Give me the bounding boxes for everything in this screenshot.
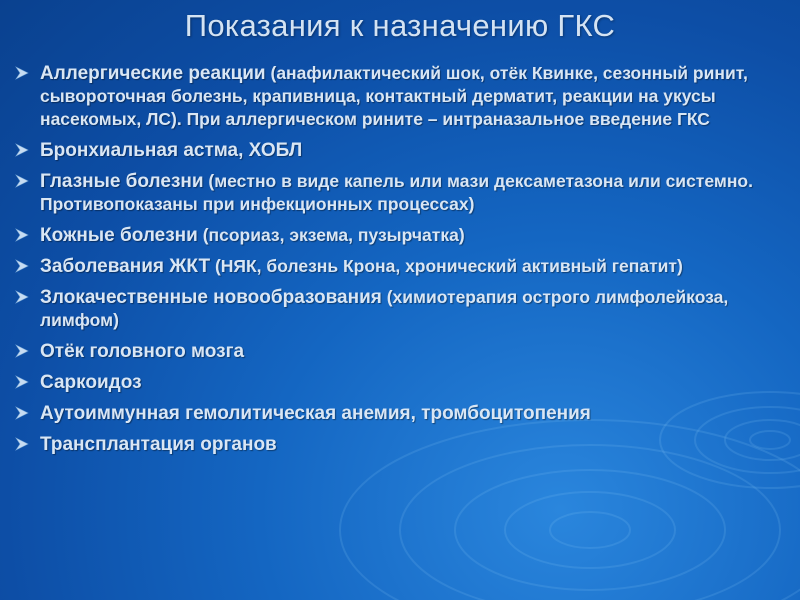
item-detail-text: (НЯК, болезнь Крона, хронический активный гепатит) <box>210 256 683 276</box>
item-main-text: Трансплантация органов <box>40 434 277 455</box>
item-detail-text: (псориаз, экзема, пузырчатка) <box>197 225 465 245</box>
item-main-text: Глазные болезни <box>40 171 204 192</box>
list-item <box>14 371 786 394</box>
arrowhead-bullet-icon <box>14 289 30 305</box>
item-main-text: Отёк головного мозга <box>40 341 245 362</box>
item-main-text: Саркоидоз <box>40 372 142 393</box>
arrowhead-bullet-icon <box>14 173 30 189</box>
item-main-text: Заболевания ЖКТ <box>40 256 211 277</box>
arrowhead-bullet-icon <box>14 227 30 243</box>
item-detail-text: (химиотерапия острого лимфолейкоза, лимфом) <box>40 287 729 330</box>
list-item <box>14 170 786 216</box>
item-main-text: Кожные болезни <box>40 225 198 246</box>
item-detail-text: (местно в виде капель или мази дексаметазона или системно. Противопоказаны при инфекционных процессах) <box>40 171 753 214</box>
item-main-text: Бронхиальная астма, ХОБЛ <box>40 140 303 161</box>
slide-title: Показания к назначению ГКС <box>184 8 616 43</box>
list-item <box>14 340 786 363</box>
item-main-text: Злокачественные новообразования <box>40 287 382 308</box>
arrowhead-bullet-icon <box>14 65 30 81</box>
list-item <box>14 286 786 332</box>
arrowhead-bullet-icon <box>14 142 30 158</box>
arrowhead-bullet-icon <box>14 343 30 359</box>
arrowhead-bullet-icon <box>14 436 30 452</box>
list-item <box>14 62 786 131</box>
item-main-text: Аутоиммунная гемолитическая анемия, тромбоцитопения <box>40 403 591 424</box>
arrowhead-bullet-icon <box>14 405 30 421</box>
item-main-text: Аллергические реакции <box>40 63 266 84</box>
list-item <box>14 433 786 456</box>
indications-list <box>14 62 786 464</box>
list-item <box>14 224 786 247</box>
item-detail-text: (анафилактический шок, отёк Квинке, сезонный ринит, сывороточная болезнь, крапивница, контактный дерматит, реакции на укусы насекомых, ЛС). При аллергическом рините – интраназальное введение ГКС <box>40 63 748 129</box>
arrowhead-bullet-icon <box>14 374 30 390</box>
list-item <box>14 139 786 162</box>
list-item <box>14 255 786 278</box>
arrowhead-bullet-icon <box>14 258 30 274</box>
list-item <box>14 402 786 425</box>
